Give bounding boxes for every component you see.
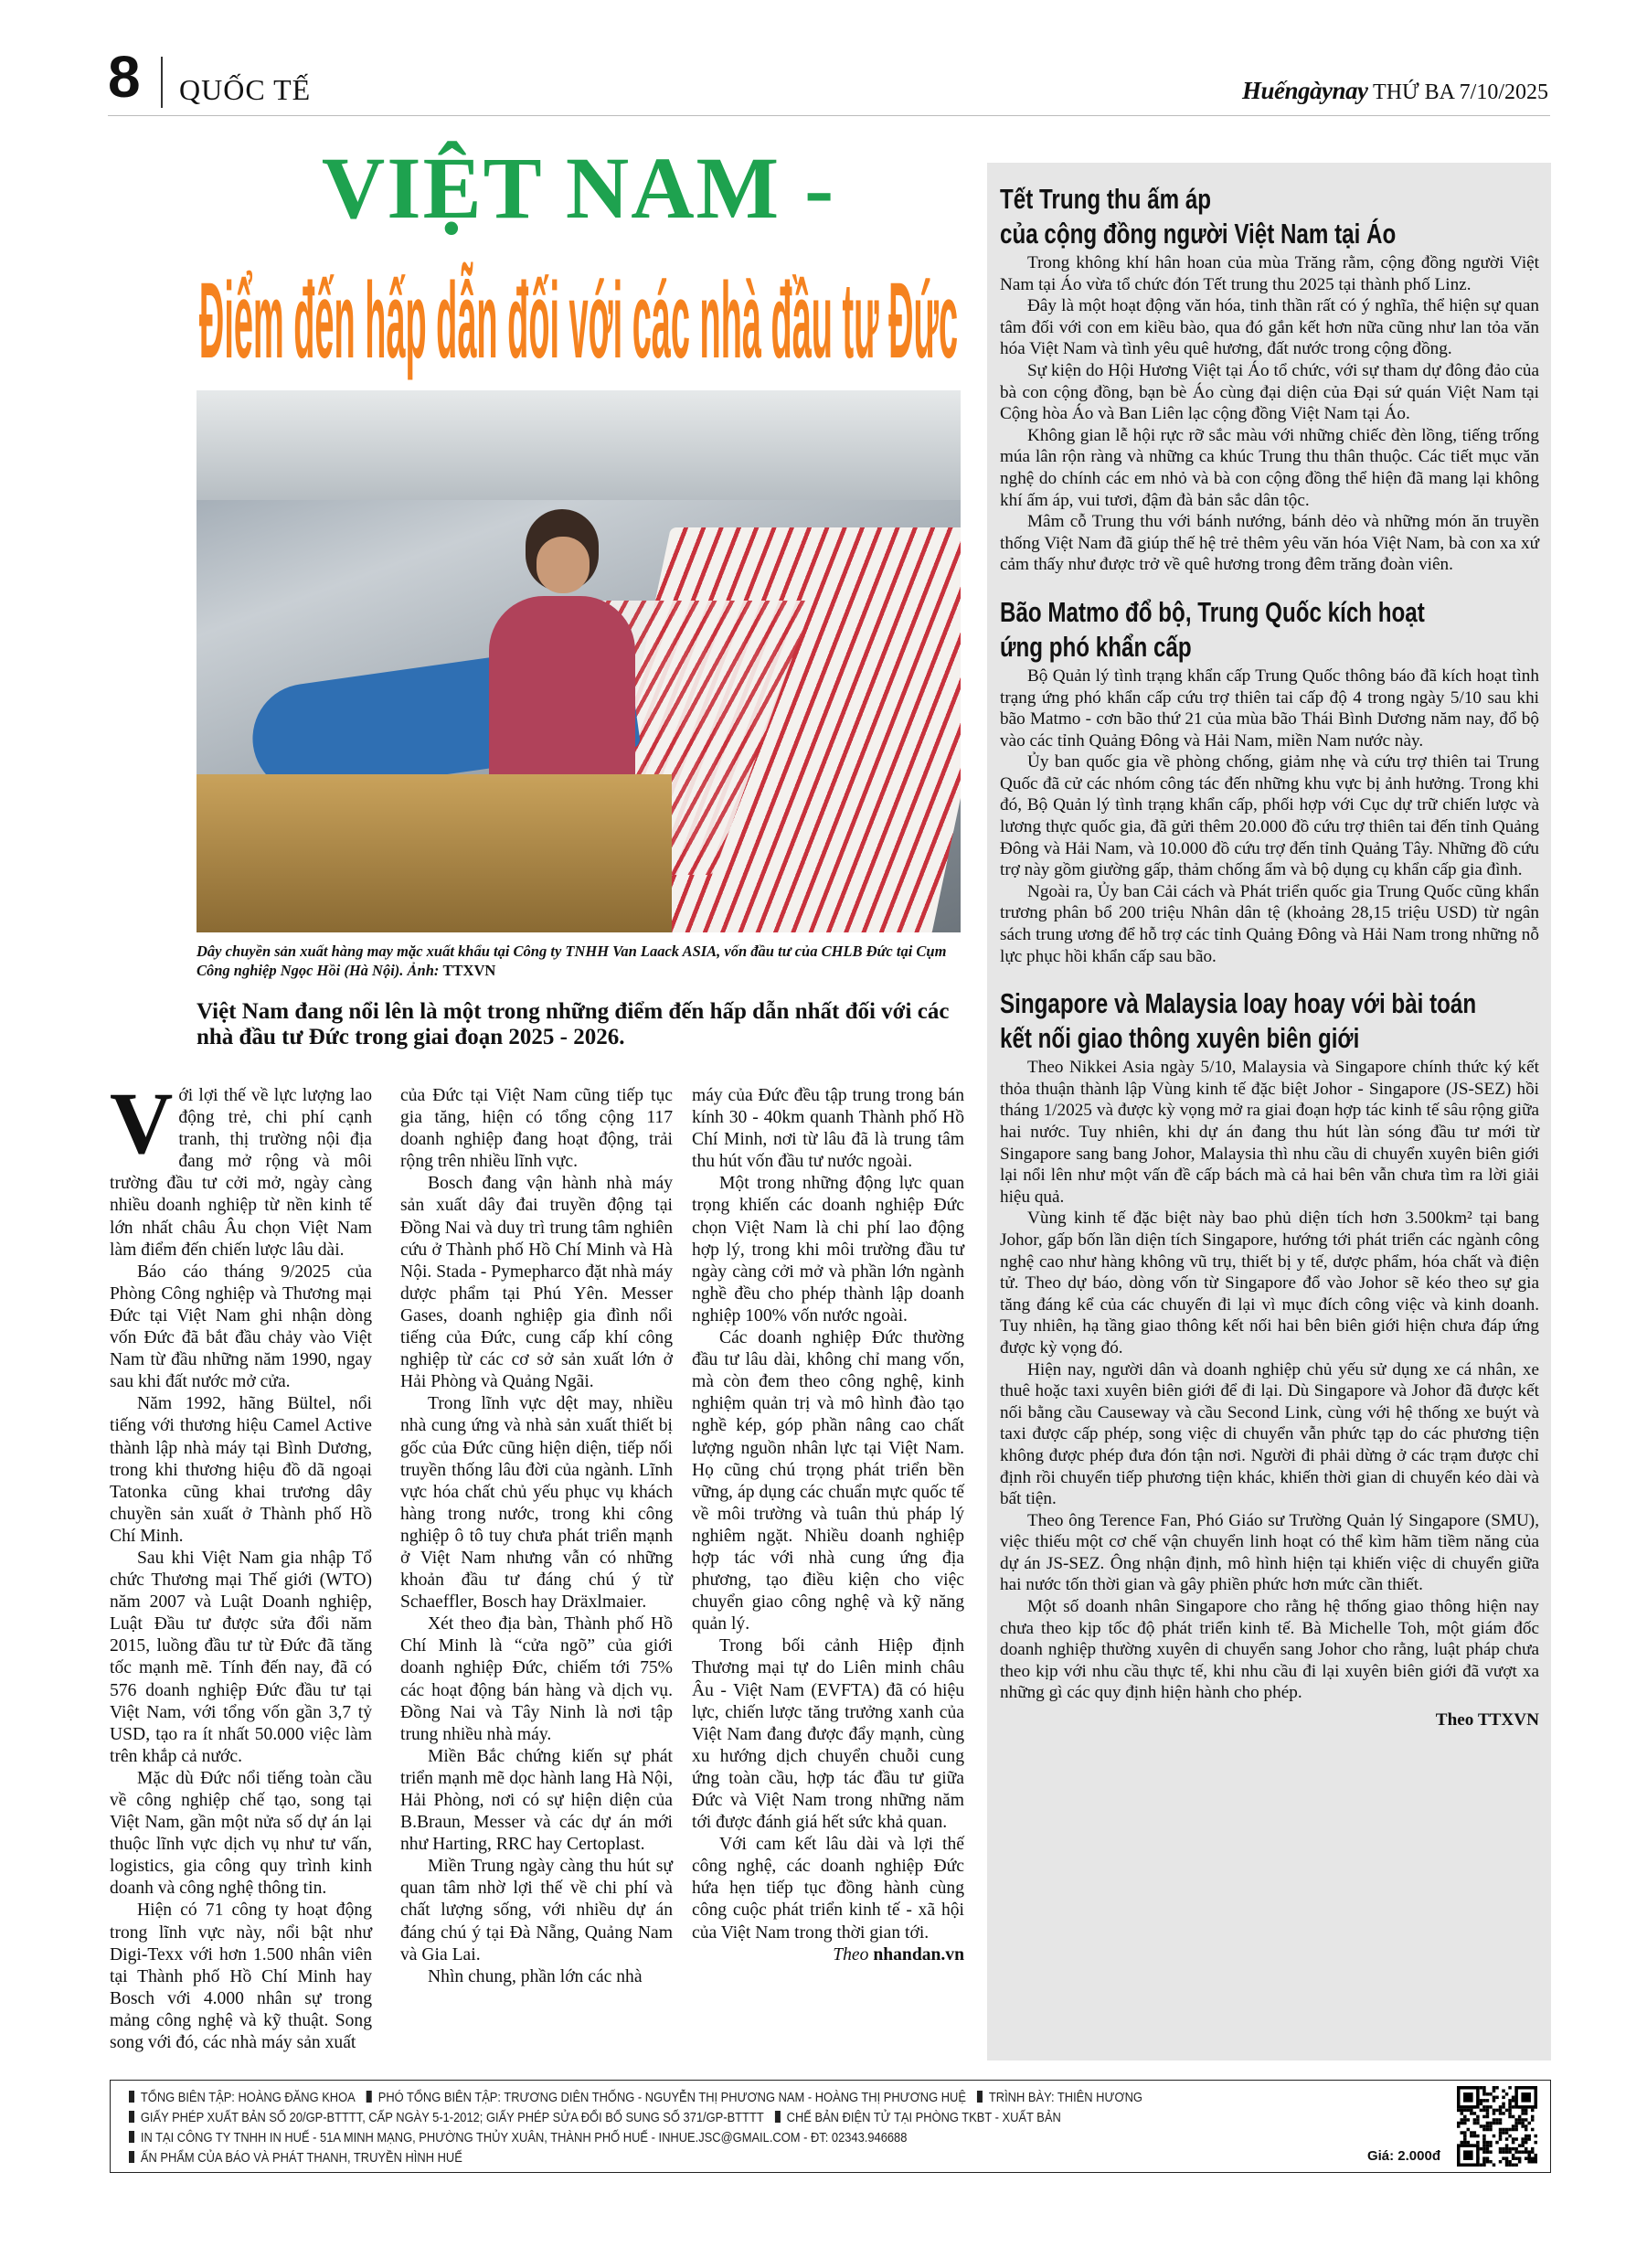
story-title: Tết Trung thu ấm áp <box>1000 183 1212 215</box>
article-photo <box>197 390 961 932</box>
paragraph: Sau khi Việt Nam gia nhập Tổ chức Thương mại Thế giới (WTO) năm 2007 và Luật Doanh nghiệp, Luật Đầu tư được sửa đổi năm 2015, luồng đầu tư từ Đức đã tăng tốc mạnh mẽ. Tính đến nay, đã có 576 doanh nghiệp Đức đầu tư tại Việt Nam, với tổng vốn gần 3,7 tỷ USD, tạo ra ít nhất 50.000 việc làm trên khắp cả nước. <box>110 1548 372 1766</box>
news-sidebar <box>987 163 1551 2060</box>
story-title: của cộng đồng người Việt Nam tại Áo <box>1000 218 1397 250</box>
brand-logo: Huếngàynay <box>1241 77 1368 104</box>
article-subtitle: Điểm đến hấp dẫn đối với các nhà đầu tư Đức <box>198 261 959 381</box>
sidebar-story-1: Tết Trung thu ấm áp của cộng đồng người Việt Nam tại Áo Trong không khí hân hoan của mùa Trăng rằm, cộng đồng người Việt Nam tại Áo vừa tổ chức đón Tết trung thu 2025 tại thành phố Linz. Đây là một hoạt động văn hóa, tinh thần rất có ý nghĩa, thể hiện sự quan tâm đối với con em kiều bào, qua đó gắn kết hơn nữa cũng như lan tỏa văn hóa Việt Nam và tình yêu quê hương, đất nước trong cộng đồng. Sự kiện do Hội Hương Việt tại Áo tổ chức, với sự tham dự đông đảo của bà con cộng đồng, bạn bè Áo cùng đại diện của Đại sứ quán Việt Nam tại Cộng hòa Áo và Ban Liên lạc cộng đồng Việt Nam tại Áo. Không gian lễ hội rực rỡ sắc màu với những chiếc đèn lồng, tiếng trống múa lân rộn ràng và những ca khúc Trung thu thân thuộc. Các tiết mục văn nghệ do chính các em nhỏ và bà con cộng đồng thể hiện đã mang lại không khí ấm áp, vui tươi, đậm đà bản sắc dân tộc. Mâm cỗ Trung thu với bánh nướng, bánh dẻo và những món ăn truyền thống Việt Nam đã giúp thế hệ trẻ thêm yêu văn hóa Việt Nam, bà con xa xứ cảm thấy như được trở về quê hương trong đêm trăng đoàn viên. <box>1000 183 1539 575</box>
photo-caption: Dây chuyền sản xuất hàng may mặc xuất khẩu tại Công ty TNHH Van Laack ASIA, vốn đầu tư của CHLB Đức tại Cụm Công nghiệp Ngọc Hồi (Hà Nội). Ảnh: TTXVN <box>197 942 947 979</box>
article-source: Theo nhandan.vn <box>833 1944 964 1965</box>
paragraph: Trong bối cảnh Hiệp định Thương mại tự do Liên minh châu Âu - Việt Nam (EVFTA) đã có hiệu lực, chiến lược tăng trưởng xanh của Việt Nam đang được đẩy mạnh, cùng xu hướng dịch chuyển chuỗi cung ứng toàn cầu, hợp tác đầu tư giữa Đức và Việt Nam trong những năm tới được đánh giá hết sức khả quan. <box>692 1636 964 1833</box>
section-name: QUỐC TẾ <box>179 73 312 106</box>
issue-date: THỨ BA 7/10/2025 <box>1373 80 1548 104</box>
paragraph: Trong lĩnh vực dệt may, nhiều nhà cung ứng và nhà sản xuất thiết bị gốc của Đức cũng hiện diện, tiếp nối truyền thống lâu đời của ngành. Lĩnh vực hóa chất chủ yếu phục vụ khách hàng trong nước, trong khi công nghiệp ô tô tuy chưa phát triển mạnh ở Việt Nam nhưng vẫn có những khoản đầu tư đáng chú ý từ Schaeffler, Bosch hay Dräxlmaier. <box>400 1394 673 1613</box>
drop-cap: V <box>110 1074 174 1172</box>
article-column-1: Với lợi thế về lực lượng lao động trẻ, chi phí cạnh tranh, thị trường nội địa đang mở rộng và môi trường đầu tư cởi mở, ngày càng nhiều doanh nghiệp từ nền kinh tế lớn nhất châu Âu chọn Việt Nam làm điểm đến chiến lược lâu dài. Báo cáo tháng 9/2025 của Phòng Công nghiệp và Thương mại Đức tại Việt Nam ghi nhận dòng vốn Đức đã bắt đầu chảy vào Việt Nam từ đầu những năm 1990, ngay sau khi đất nước mở cửa. Năm 1992, hãng Bültel, nổi tiếng với thương hiệu Camel Active thành lập nhà máy tại Bình Dương, trong khi thương hiệu đồ dã ngoại Tatonka cũng khai trương dây chuyền sản xuất ở Thành phố Hồ Chí Minh. Sau khi Việt Nam gia nhập Tổ chức Thương mại Thế giới (WTO) năm 2007 và Luật Doanh nghiệp, Luật Đầu tư được sửa đổi năm 2015, luồng đầu tư từ Đức đã tăng tốc mạnh mẽ. Tính đến nay, đã có 576 doanh nghiệp Đức đầu tư tại Việt Nam, với tổng vốn gần 3,7 tỷ USD, tạo ra ít nhất 50.000 việc làm trên khắp cả nước. Mặc dù Đức nổi tiếng toàn cầu về công nghiệp chế tạo, song tại Việt Nam, gần một nửa số dự án lại thuộc lĩnh vực dịch vụ như tư vấn, logistics, gia công quy trình kinh doanh và công nghệ thông tin. Hiện có 71 công ty hoạt động trong lĩnh vực này, nổi bật như Digi-Texx với hơn 1.500 nhân viên tại Thành phố Hồ Chí Minh hay Bosch với 4.000 nhân sự trong mảng công nghệ và kỹ thuật. Song song với đó, các nhà máy sản xuất <box>110 1085 372 2054</box>
header-rule <box>108 115 1550 116</box>
imprint-box <box>110 2080 1551 2173</box>
photo-credit: TTXVN <box>442 962 496 979</box>
paragraph: Xét theo địa bàn, Thành phố Hồ Chí Minh là “cửa ngõ” của giới doanh nghiệp Đức, chiếm tới 75% các hoạt động bán hàng và dịch vụ. Đồng Nai và Tây Ninh là nơi tập trung nhiều nhà máy. <box>400 1614 673 1744</box>
paragraph: Miền Trung ngày càng thu hút sự quan tâm nhờ lợi thế về chi phí và chất lượng sống, với nhiều dự án đáng chú ý tại Đà Nẵng, Quảng Nam và Gia Lai. <box>400 1857 673 1965</box>
article-lead: Việt Nam đang nổi lên là một trong những điểm đến hấp dẫn nhất đối với các nhà đầu tư Đức trong giai đoạn 2025 - 2026. <box>197 999 950 1049</box>
story-title: ứng phó khẩn cấp <box>1000 630 1192 663</box>
paragraph: Hiện có 71 công ty hoạt động trong lĩnh vực này, nổi bật như Digi-Texx với hơn 1.500 nhân viên tại Thành phố Hồ Chí Minh hay Bosch với 4.000 nhân sự trong mảng công nghệ và kỹ thuật. Song song với đó, các nhà máy sản xuất <box>110 1901 372 2053</box>
paragraph: Các doanh nghiệp Đức thường đầu tư lâu dài, không chỉ mang vốn, mà còn đem theo công nghệ, kinh nghiệm quản trị và mô hình đào tạo nghề kép, góp phần nâng cao chất lượng nguồn nhân lực tại Việt Nam. Họ cũng chú trọng phát triển bền vững, áp dụng các chuẩn mực quốc tế về môi trường và tuân thủ pháp lý nghiêm ngặt. Nhiều doanh nghiệp hợp tác với nhà cung ứng địa phương, tạo điều kiện cho việc chuyển giao công nghệ và kỹ năng quản lý. <box>692 1328 964 1634</box>
story-title: Bão Matmo đổ bộ, Trung Quốc kích hoạt <box>1000 595 1425 628</box>
paragraph: Mặc dù Đức nổi tiếng toàn cầu về công nghiệp chế tạo, song tại Việt Nam, gần một nửa số dự án lại thuộc lĩnh vực dịch vụ như tư vấn, logistics, gia công quy trình kinh doanh và công nghệ thông tin. <box>110 1768 372 1899</box>
header-divider <box>161 57 163 108</box>
paragraph: của Đức tại Việt Nam cũng tiếp tục gia tăng, hiện có tổng cộng 117 doanh nghiệp đang hoạt động, trải rộng trên nhiều lĩnh vực. <box>400 1086 673 1172</box>
paragraph: Với cam kết lâu dài và lợi thế công nghệ, các doanh nghiệp Đức hứa hẹn tiếp tục đồng hành cùng công cuộc phát triển kinh tế - xã hội của Việt Nam trong thời gian tới. <box>692 1835 964 1943</box>
qr-code-icon <box>1457 2086 1537 2167</box>
masthead <box>1242 77 1548 105</box>
paragraph: máy của Đức đều tập trung trong bán kính 30 - 40km quanh Thành phố Hồ Chí Minh, nơi từ lâu đã là trung tâm thu hút vốn đầu tư nước ngoài. <box>692 1086 964 1172</box>
imprint-lines: TỔNG BIÊN TẬP: HOÀNG ĐĂNG KHOA PHÓ TỔNG BIÊN TẬP: TRƯƠNG DIÊN THỐNG - NGUYỄN THỊ PHƯƠNG NAM - HOÀNG THỊ PHƯƠNG HUỆ TRÌNH BÀY: THIÊN HƯƠNG GIẤY PHÉP XUẤT BẢN SỐ 20/GP-BTTTT, CẤP NGÀY 5-1-2012; GIẤY PHÉP SỬA ĐỔI BỔ SUNG SỐ 371/GP-BTTTT CHẾ BẢN ĐIỆN TỬ TẠI PHÒNG TKBT - XUẤT BẢN IN TẠI CÔNG TY TNHH IN HUẾ - 51A MINH MẠNG, PHƯỜNG THỦY XUÂN, THÀNH PHỐ HUẾ - INHUE.JSC@GMAIL.COM - ĐT: 02343.946688 ẤN PHẨM CỦA BÁO VÀ PHÁT THANH, TRUYỀN HÌNH HUẾ <box>129 2088 1142 2168</box>
price-label: Giá: 2.000đ <box>1366 2148 1440 2164</box>
story-title: kết nối giao thông xuyên biên giới <box>1000 1022 1360 1055</box>
paragraph: Nhìn chung, phần lớn các nhà <box>428 1966 643 1986</box>
paragraph: Năm 1992, hãng Bültel, nổi tiếng với thương hiệu Camel Active thành lập nhà máy tại Bình Dương, trong khi thương hiệu đồ dã ngoại Tatonka cũng khai trương dây chuyền sản xuất ở Thành phố Hồ Chí Minh. <box>110 1394 372 1546</box>
paragraph: Báo cáo tháng 9/2025 của Phòng Công nghiệp và Thương mại Đức tại Việt Nam ghi nhận dòng vốn Đức đã bắt đầu chảy vào Việt Nam từ đầu những năm 1990, ngay sau khi đất nước mở cửa. <box>110 1262 372 1392</box>
sidebar-story-2: Bão Matmo đổ bộ, Trung Quốc kích hoạt ứng phó khẩn cấp Bộ Quản lý tình trạng khẩn cấp Trung Quốc thông báo đã kích hoạt tình trạng ứng phó khẩn cấp cứu trợ thiên tai cấp độ 4 trong ngày 5/10 sau khi bão Matmo - cơn bão thứ 21 của mùa bão Thái Bình Dương năm nay, đổ bộ vào các tỉnh Quảng Đông và Hải Nam, miền Nam nước này. Ủy ban quốc gia về phòng chống, giảm nhẹ và cứu trợ thiên tai Trung Quốc đã cử các nhóm công tác đến những khu vực bị ảnh hưởng. Trong khi đó, Bộ Quản lý tình trạng khẩn cấp, phối hợp với Cục dự trữ chiến lược và lương thực quốc gia, đã gửi thêm 20.000 đồ cứu trợ thiên tai đến tỉnh Quảng Đông và Hải Nam, và 10.000 đồ cứu trợ đến tỉnh Quảng Tây. Những đồ cứu trợ này gồm giường gấp, thảm chống ẩm và bộ dụng cụ khẩn cấp gia đình. Ngoài ra, Ủy ban Cải cách và Phát triển quốc gia Trung Quốc cũng khẩn trương phân bổ 200 triệu Nhân dân tệ (khoảng 28,15 triệu USD) từ ngân sách trung ương để hỗ trợ các tỉnh Quảng Đông và Hải Nam trong những nỗ lực phục hồi khẩn cấp sau bão. <box>1000 595 1539 966</box>
paragraph: Miền Bắc chứng kiến sự phát triển mạnh mẽ dọc hành lang Hà Nội, Hải Phòng, nơi có sự hiện diện của B.Braun, Messer và các dự án mới như Harting, RRC hay Certoplast. <box>400 1746 673 1855</box>
article-column-3 <box>692 1085 964 1966</box>
story-byline: Theo TTXVN <box>1435 1710 1539 1730</box>
article-column-2 <box>400 1085 673 1988</box>
article-subtitle-wrap <box>197 261 961 381</box>
page-number: 8 <box>108 44 141 110</box>
paragraph: Một trong những động lực quan trọng khiến các doanh nghiệp Đức chọn Việt Nam là chi phí lao động hợp lý, trong khi môi trường đầu tư ngày càng cởi mở và phần lớn ngành nghề đều cho phép thành lập doanh nghiệp 100% vốn nước ngoài. <box>692 1174 964 1326</box>
article-title: VIỆT NAM - <box>321 139 836 237</box>
story-title: Singapore và Malaysia loay hoay với bài toán <box>1000 987 1477 1020</box>
paragraph: Bosch đang vận hành nhà máy sản xuất dây đai truyền động tại Đồng Nai và duy trì trung tâm nghiên cứu ở Thành phố Hồ Chí Minh và Hà Nội. Stada - Pymepharco đặt nhà máy dược phẩm tại Phú Yên. Messer Gases, doanh nghiệp gia đình nổi tiếng của Đức, cung cấp khí công nghiệp từ các cơ sở sản xuất lớn ở Hải Phòng và Quảng Ngãi. <box>400 1174 673 1392</box>
sidebar-story-3: Singapore và Malaysia loay hoay với bài toán kết nối giao thông xuyên biên giới Theo Nikkei Asia ngày 5/10, Malaysia và Singapore chính thức ký kết thỏa thuận thành lập Vùng kinh tế đặc biệt Johor - Singapore (JS-SEZ) hồi tháng 1/2025 và được kỳ vọng mở ra giai đoạn hợp tác kinh tế sâu rộng giữa hai nước. Tuy nhiên, khi dự án đang thu hút làn sóng đầu tư mới từ Singapore sang bang Johor, Malaysia thì nhu cầu di chuyển xuyên biên giới lại nổi lên như một vấn đề cấp bách mà cả hai bên vẫn chưa tìm ra lời giải hiệu quả. Vùng kinh tế đặc biệt này bao phủ diện tích hơn 3.500km² tại bang Johor, gấp bốn lần diện tích Singapore, hướng tới phát triển các ngành công nghệ cao như hàng không vũ trụ, thiết bị y tế, dược phẩm, hóa chất và điện tử. Theo dự báo, dòng vốn từ Singapore đổ vào Johor sẽ kéo theo sự gia tăng đáng kể của các chuyến đi lại vì mục đích công việc và kinh doanh. Tuy nhiên, hạ tầng giao thông kết nối hai bên biên giới hiện chưa đáp ứng được kỳ vọng đó. Hiện nay, người dân và doanh nghiệp chủ yếu sử dụng xe cá nhân, xe thuê hoặc taxi xuyên biên giới để đi lại. Dù Singapore và Johor đã được kết nối bằng cầu Causeway và cầu Second Link, cùng với hệ thống xe buýt và taxi được cấp phép, song việc di chuyển vẫn phức tạp do các phương tiện không được phép đưa đón tận nơi. Người đi phải dừng ở các trạm được chỉ định rồi chuyển tiếp phương tiện khác, khiến thời gian di chuyển kéo dài và bất tiện. Theo ông Terence Fan, Phó Giáo sư Trường Quản lý Singapore (SMU), việc thiếu một cơ chế vận chuyển linh hoạt có thể kìm hãm tiềm năng của dự án JS-SEZ. Ông nhận định, mô hình hiện tại khiến việc di chuyển giữa hai nước tốn thời gian và gây phiền phức hơn mức cần thiết. Một số doanh nhân Singapore cho rằng hệ thống giao thông hiện nay chưa theo kịp tốc độ phát triển kinh tế. Bà Michelle Toh, một giám đốc doanh nghiệp thường xuyên di chuyển sang Johor cho rằng, luật pháp chưa theo kịp với nhu cầu thực tế, khi nhu cầu đi lại xuyên biên giới đã vượt xa những gì các quy định hiện hành cho phép. Theo TTXVN <box>1000 987 1539 1730</box>
